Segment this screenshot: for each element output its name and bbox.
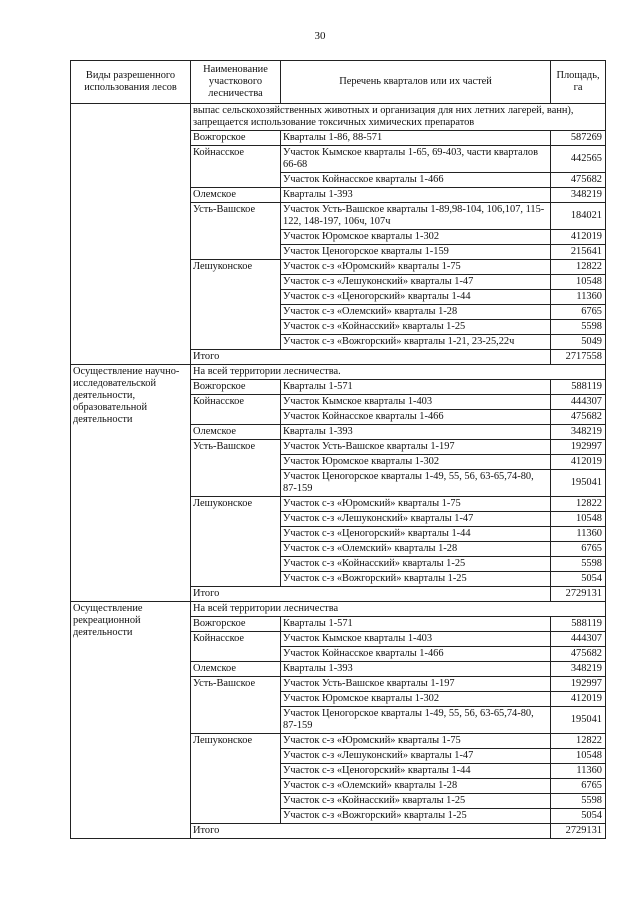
quarters-cell: Участок с-з «Олемский» кварталы 1-28: [281, 779, 551, 794]
area-cell: 10548: [551, 512, 606, 527]
forestry-cell: Вожгорское: [191, 380, 281, 395]
quarters-cell: Участок Ценогорское кварталы 1-159: [281, 245, 551, 260]
area-cell: 192997: [551, 677, 606, 692]
area-cell: 6765: [551, 305, 606, 320]
quarters-cell: Кварталы 1-86, 88-571: [281, 131, 551, 146]
forestry-cell: Лешуконское: [191, 734, 281, 824]
quarters-cell: Участок Юромское кварталы 1-302: [281, 455, 551, 470]
quarters-cell: Участок с-з «Ценогорский» кварталы 1-44: [281, 527, 551, 542]
quarters-cell: Кварталы 1-571: [281, 380, 551, 395]
area-cell: 184021: [551, 203, 606, 230]
area-cell: 5598: [551, 557, 606, 572]
use-type-cell: Осуществление научно-исследовательской деятельности, образовательной деятельности: [71, 365, 191, 602]
area-cell: 12822: [551, 260, 606, 275]
quarters-cell: Участок Ценогорское кварталы 1-49, 55, 56, 63-65,74-80, 87-159: [281, 707, 551, 734]
forestry-cell: Олемское: [191, 425, 281, 440]
quarters-cell: Участок с-з «Ценогорский» кварталы 1-44: [281, 290, 551, 305]
quarters-cell: Участок с-з «Койнасский» кварталы 1-25: [281, 320, 551, 335]
use-type-cell: Осуществление рекреационной деятельности: [71, 602, 191, 839]
quarters-cell: Участок с-з «Олемский» кварталы 1-28: [281, 305, 551, 320]
table-header-row: [71, 61, 606, 104]
area-cell: 192997: [551, 440, 606, 455]
quarters-cell: Участок Койнасское кварталы 1-466: [281, 410, 551, 425]
forestry-cell: Лешуконское: [191, 497, 281, 587]
total-label: Итого: [191, 824, 551, 839]
quarters-cell: Участок Усть-Вашское кварталы 1-197: [281, 440, 551, 455]
area-cell: 10548: [551, 749, 606, 764]
header-area: Площадь, га: [551, 61, 606, 104]
area-cell: 444307: [551, 632, 606, 647]
area-cell: 5598: [551, 320, 606, 335]
forestry-cell: Вожгорское: [191, 617, 281, 632]
quarters-cell: Участок Усть-Вашское кварталы 1-89,98-104, 106,107, 115- 122, 148-197, 106ч, 107ч: [281, 203, 551, 230]
total-label: Итого: [191, 350, 551, 365]
area-cell: 11360: [551, 527, 606, 542]
quarters-cell: Участок с-з «Юромский» кварталы 1-75: [281, 734, 551, 749]
total-label: Итого: [191, 587, 551, 602]
area-cell: 10548: [551, 275, 606, 290]
territory-text: На всей территории лесничества: [191, 602, 606, 617]
quarters-cell: Участок с-з «Лешуконский» кварталы 1-47: [281, 512, 551, 527]
quarters-cell: Участок Юромское кварталы 1-302: [281, 230, 551, 245]
quarters-cell: Участок Усть-Вашское кварталы 1-197: [281, 677, 551, 692]
area-cell: 587269: [551, 131, 606, 146]
area-cell: 5049: [551, 335, 606, 350]
area-cell: 412019: [551, 230, 606, 245]
header-forestry: Наименование участкового лесничества: [191, 61, 281, 104]
area-cell: 5598: [551, 794, 606, 809]
forestry-cell: Олемское: [191, 662, 281, 677]
quarters-cell: Участок с-з «Лешуконский» кварталы 1-47: [281, 275, 551, 290]
quarters-cell: Участок Койнасское кварталы 1-466: [281, 173, 551, 188]
territory-text: На всей территории лесничества.: [191, 365, 606, 380]
forestry-cell: Усть-Вашское: [191, 203, 281, 260]
table-row: [71, 365, 606, 380]
quarters-cell: Участок с-з «Юромский» кварталы 1-75: [281, 260, 551, 275]
area-cell: 348219: [551, 662, 606, 677]
area-cell: 442565: [551, 146, 606, 173]
area-cell: 588119: [551, 380, 606, 395]
area-cell: 195041: [551, 707, 606, 734]
forestry-cell: Койнасское: [191, 146, 281, 188]
forestry-cell: Койнасское: [191, 632, 281, 662]
quarters-cell: Участок с-з «Ценогорский» кварталы 1-44: [281, 764, 551, 779]
quarters-cell: Участок Кымское кварталы 1-403: [281, 632, 551, 647]
forestry-cell: Олемское: [191, 188, 281, 203]
quarters-cell: Кварталы 1-393: [281, 662, 551, 677]
quarters-cell: Участок с-з «Олемский» кварталы 1-28: [281, 542, 551, 557]
total-value: 2717558: [551, 350, 606, 365]
area-cell: 12822: [551, 734, 606, 749]
area-cell: 348219: [551, 188, 606, 203]
quarters-cell: Участок с-з «Юромский» кварталы 1-75: [281, 497, 551, 512]
area-cell: 11360: [551, 290, 606, 305]
continuation-text: выпас сельскохозяйственных животных и организация для них летних лагерей, ванн), запрещается использование токсичных химических препаратов: [191, 104, 606, 131]
area-cell: 6765: [551, 779, 606, 794]
total-value: 2729131: [551, 824, 606, 839]
quarters-cell: Кварталы 1-571: [281, 617, 551, 632]
area-cell: 348219: [551, 425, 606, 440]
quarters-cell: Участок Юромское кварталы 1-302: [281, 692, 551, 707]
area-cell: 412019: [551, 455, 606, 470]
quarters-cell: Участок с-з «Койнасский» кварталы 1-25: [281, 557, 551, 572]
forestry-cell: Койнасское: [191, 395, 281, 425]
area-cell: 215641: [551, 245, 606, 260]
quarters-cell: Участок Кымское кварталы 1-403: [281, 395, 551, 410]
area-cell: 475682: [551, 410, 606, 425]
quarters-cell: Кварталы 1-393: [281, 188, 551, 203]
forestry-cell: Усть-Вашское: [191, 677, 281, 734]
area-cell: 5054: [551, 572, 606, 587]
use-type-cell: [71, 104, 191, 365]
area-cell: 588119: [551, 617, 606, 632]
table-row: [71, 104, 606, 131]
area-cell: 6765: [551, 542, 606, 557]
quarters-cell: Участок с-з «Койнасский» кварталы 1-25: [281, 794, 551, 809]
quarters-cell: Участок Ценогорское кварталы 1-49, 55, 56, 63-65,74-80, 87-159: [281, 470, 551, 497]
quarters-cell: Участок с-з «Лешуконский» кварталы 1-47: [281, 749, 551, 764]
header-use-type: Виды разрешенного использования лесов: [71, 61, 191, 104]
area-cell: 412019: [551, 692, 606, 707]
quarters-cell: Кварталы 1-393: [281, 425, 551, 440]
quarters-cell: Участок с-з «Вожгорский» кварталы 1-21, 23-25,22ч: [281, 335, 551, 350]
forestry-cell: Лешуконское: [191, 260, 281, 350]
area-cell: 12822: [551, 497, 606, 512]
quarters-cell: Участок с-з «Вожгорский» кварталы 1-25: [281, 809, 551, 824]
area-cell: 11360: [551, 764, 606, 779]
area-cell: 5054: [551, 809, 606, 824]
total-value: 2729131: [551, 587, 606, 602]
area-cell: 195041: [551, 470, 606, 497]
quarters-cell: Участок Койнасское кварталы 1-466: [281, 647, 551, 662]
forestry-cell: Усть-Вашское: [191, 440, 281, 497]
page-number: 30: [314, 30, 326, 42]
area-cell: 444307: [551, 395, 606, 410]
quarters-cell: Участок Кымское кварталы 1-65, 69-403, части кварталов 66-68: [281, 146, 551, 173]
table-row: [71, 602, 606, 617]
area-cell: 475682: [551, 647, 606, 662]
header-quarters: Перечень кварталов или их частей: [281, 61, 551, 104]
area-cell: 475682: [551, 173, 606, 188]
forestry-cell: Вожгорское: [191, 131, 281, 146]
forest-use-table: [70, 60, 606, 839]
quarters-cell: Участок с-з «Вожгорский» кварталы 1-25: [281, 572, 551, 587]
